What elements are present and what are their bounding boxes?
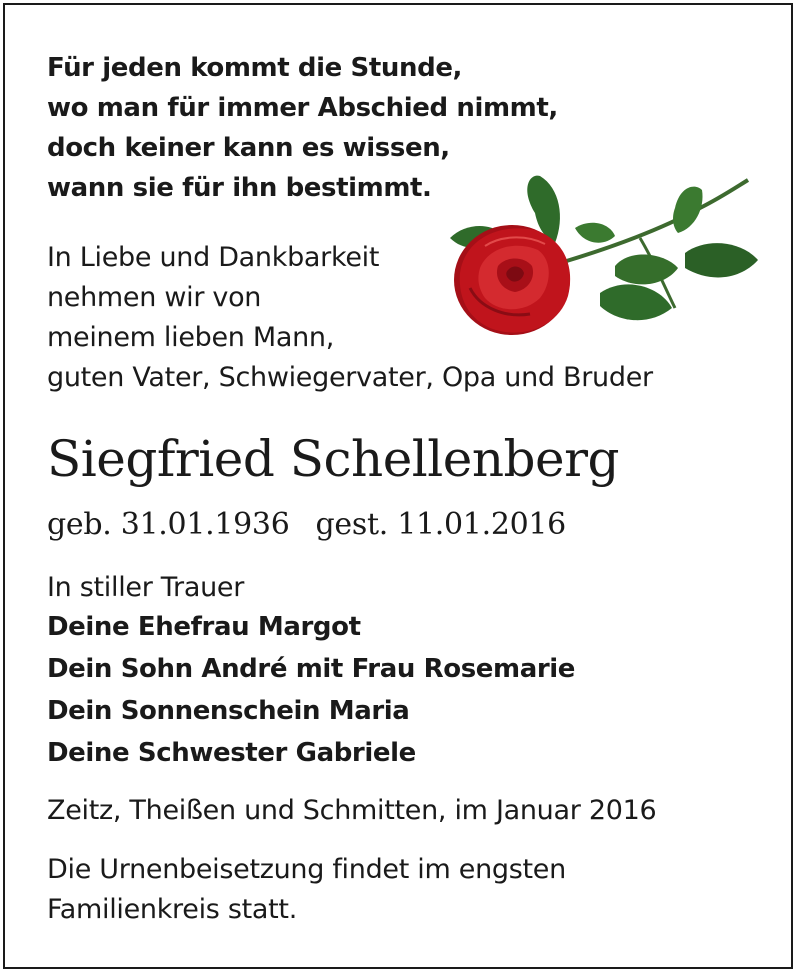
life-dates [47,505,566,545]
burial-note [47,850,566,930]
birth-date: geb. 31.01.1936 [47,507,290,542]
deceased-name: Siegfried Schellenberg [47,430,620,488]
intro-line: In Liebe und Dankbarkeit [47,242,380,273]
intro-line: meinem lieben Mann, [47,322,335,353]
intro-line: nehmen wir von [47,282,262,313]
poem-line: wann sie für ihn bestimmt. [47,173,432,203]
burial-line: Die Urnenbeisetzung findet im engsten [47,854,566,885]
intro-line: guten Vater, Schwiegervater, Opa und Bruder [47,362,653,393]
mourner-name: Dein Sonnenschein Maria [47,696,410,726]
poem-line: Für jeden kommt die Stunde, [47,53,463,83]
death-date: gest. 11.01.2016 [315,507,566,542]
mourner-name: Dein Sohn André mit Frau Rosemarie [47,654,576,684]
mourners-list [47,606,575,774]
mourning-label: In stiller Trauer [47,572,245,603]
intro-text [47,238,653,398]
poem-line: wo man für immer Abschied nimmt, [47,93,558,123]
poem-line: doch keiner kann es wissen, [47,133,450,163]
place-date: Zeitz, Theißen und Schmitten, im Januar 2016 [47,795,657,826]
mourner-name: Deine Ehefrau Margot [47,612,361,642]
mourner-name: Deine Schwester Gabriele [47,738,416,768]
burial-line: Familienkreis statt. [47,894,297,925]
